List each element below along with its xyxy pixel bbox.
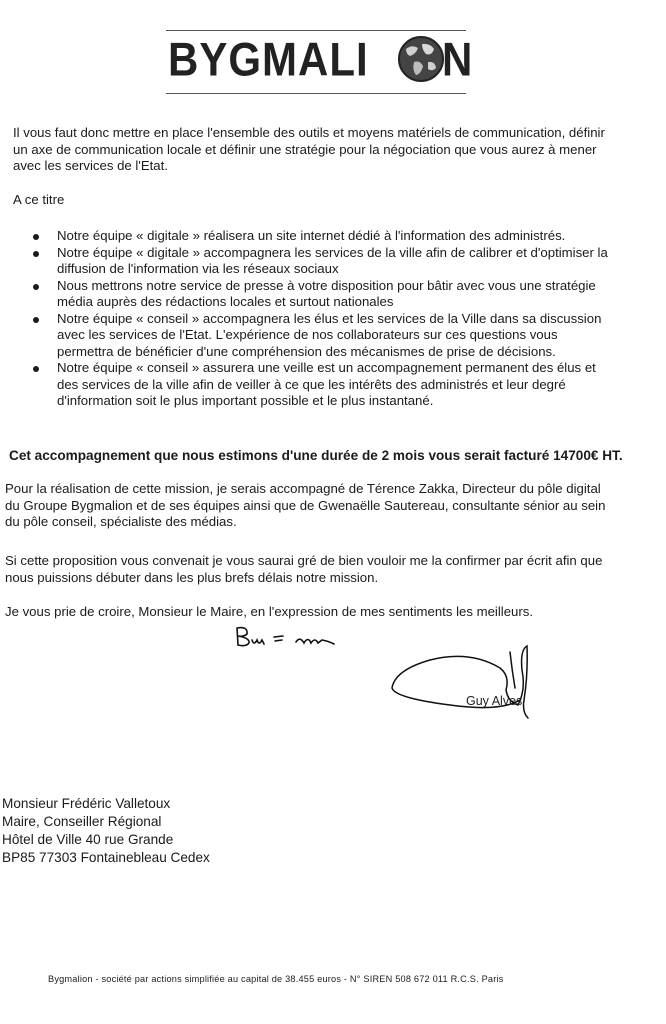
bullet-icon xyxy=(33,251,39,257)
list-item: Notre équipe « conseil » assurera une veille est un accompagnement permanent des élus et des services de la ville afin de veiller à ce que les intérêts des administrés et leur degré d'information soit le plus important possible et le plus instantané. xyxy=(30,360,610,410)
bullet-icon xyxy=(33,366,39,372)
logo-text: BYGMALI xyxy=(168,33,369,86)
list-item: Notre équipe « digitale » réalisera un site internet dédié à l'information des administrés. xyxy=(30,228,610,245)
list-item: Nous mettrons notre service de presse à votre disposition pour bâtir avec vous une stratégie média auprès des rédactions locales et surtout nationales xyxy=(30,278,610,311)
intro-paragraph: Il vous faut donc mettre en place l'ensemble des outils et moyens matériels de communication, définir un axe de communication locale et définir une stratégie pour la négociation que vous aurez à mener avec les services de l'Etat. xyxy=(13,125,605,173)
bullet-icon xyxy=(33,284,39,290)
a-ce-titre: A ce titre xyxy=(13,192,65,207)
list-item: Notre équipe « conseil » accompagnera les élus et les services de la Ville dans sa discussion avec les services de l'Etat. L'expérience de nos collaborateurs sur ces questions vous permettra de bénéficier d'une compréhension des mécanismes de prise de décisions. xyxy=(30,311,610,361)
recipient-address xyxy=(2,795,210,867)
services-list xyxy=(30,228,610,410)
address-line: BP85 77303 Fontainebleau Cedex xyxy=(2,850,210,865)
list-item: Notre équipe « digitale » accompagnera les services de la ville afin de calibrer et d'optimiser la diffusion de l'information via les réseaux sociaux xyxy=(30,245,610,278)
address-line: Maire, Conseiller Régional xyxy=(2,814,162,829)
logo-text-end: N xyxy=(442,33,473,86)
legal-footer: Bygmalion - société par actions simplifiée au capital de 38.455 euros - N° SIREN 508 672 011 R.C.S. Paris xyxy=(48,974,504,984)
closing-line: Je vous prie de croire, Monsieur le Maire, en l'expression de mes sentiments les meilleurs. xyxy=(5,604,534,619)
bullet-icon xyxy=(33,317,39,323)
bygmalion-logo xyxy=(166,30,473,94)
address-line: Hôtel de Ville 40 rue Grande xyxy=(2,832,174,847)
pricing-statement: Cet accompagnement que nous estimons d'une durée de 2 mois vous serait facturé 14700€ HT. xyxy=(9,448,623,463)
address-line: Monsieur Frédéric Valletoux xyxy=(2,796,171,811)
bullet-icon xyxy=(33,234,39,240)
team-paragraph: Pour la réalisation de cette mission, je serais accompagné de Térence Zakka, Directeur du pôle digital du Groupe Bygmalion et de ses équipes ainsi que de Gwenaëlle Sautereau, consultante sénior au sein du pôle conseil, spécialiste des médias. xyxy=(5,481,606,529)
globe-icon xyxy=(396,34,446,84)
confirm-paragraph: Si cette proposition vous convenait je vous saurai gré de bien vouloir me la confirmer par écrit afin que nous puissions débuter dans les plus brefs délais notre mission. xyxy=(5,553,603,585)
signature-name: Guy Alves xyxy=(466,694,523,708)
